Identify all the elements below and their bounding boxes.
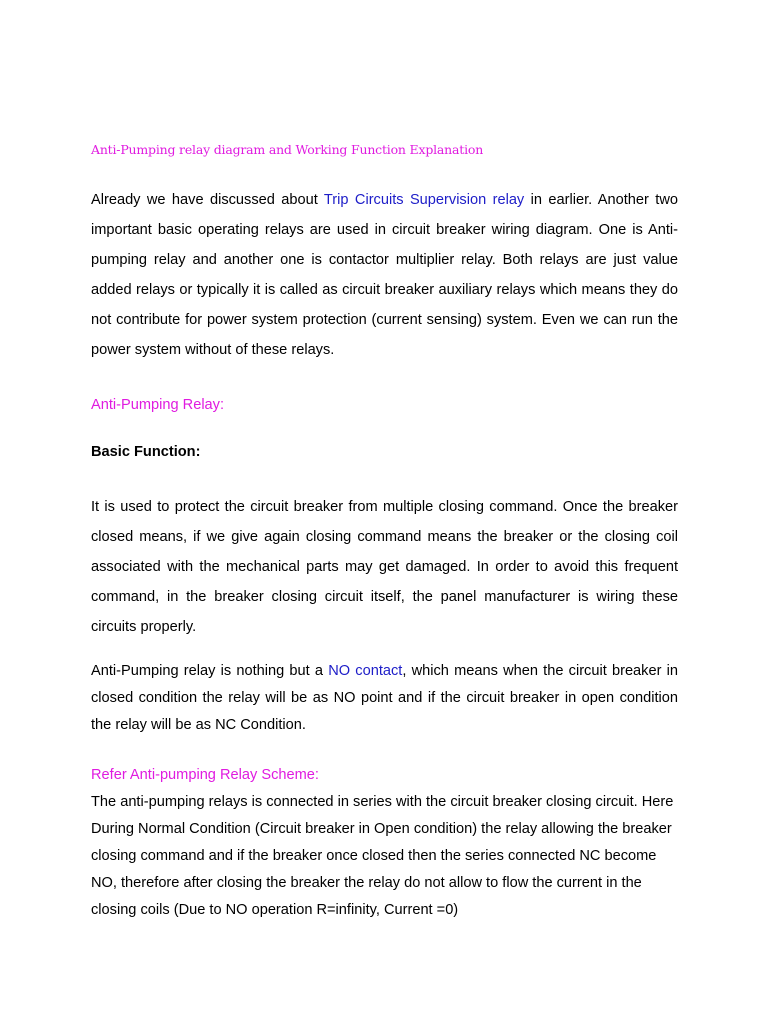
intro-paragraph (91, 185, 678, 365)
scheme-paragraph (91, 789, 678, 924)
section-heading-anti-pumping (91, 394, 678, 416)
subheading-text: Basic Function: (91, 444, 201, 460)
no-contact-text-rest: , which means when the circuit breaker in closed condition the relay will be as NO point and if the circuit breaker in open condition the relay will be as NC Condition. (91, 663, 678, 733)
basic-function-text: It is used to protect the circuit breaker from multiple closing command. Once the breaker closed means, if we give again closing command means the breaker or the closing coil associated with the mechanical parts may get damaged. In order to avoid this frequent command, in the breaker closing circuit itself, the panel manufacturer is wiring these circuits properly. (91, 499, 678, 635)
no-contact-paragraph (91, 658, 678, 739)
subheading-basic-function (91, 441, 678, 463)
scheme-heading-text: Refer Anti-pumping Relay Scheme: (91, 767, 319, 783)
basic-function-paragraph (91, 492, 678, 642)
scheme-heading (91, 764, 678, 786)
scheme-text: The anti-pumping relays is connected in series with the circuit breaker closing circuit. Here During Normal Condition (Circuit breaker in Open condition) the relay allowing the breaker closing command and if the breaker once closed then the series connected NC become NO, therefore after closing the breaker the relay do not allow to flow the current in the closing coils (Due to NO operation R=infinity, Current =0) (91, 794, 674, 918)
section-heading-text: Anti-Pumping Relay: (91, 397, 225, 413)
document-title (91, 141, 678, 159)
document-title-text: Anti-Pumping relay diagram and Working Function Explanation (91, 142, 484, 157)
trip-circuits-supervision-relay-link[interactable]: Trip Circuits Supervision relay (323, 192, 525, 208)
no-contact-text-start: Anti-Pumping relay is nothing but a (91, 663, 329, 679)
intro-text-start: Already we have discussed about (91, 192, 324, 208)
intro-text-rest: in earlier. Another two important basic operating relays are used in circuit breaker wiring diagram. One is Anti-pumping relay and another one is contactor multiplier relay. Both relays are just value added relays or typically it is called as circuit breaker auxiliary relays which means they do not contribute for power system protection (current sensing) system. Even we can run the power system without of these relays. (91, 192, 678, 358)
no-contact-link[interactable]: NO contact (328, 663, 403, 679)
